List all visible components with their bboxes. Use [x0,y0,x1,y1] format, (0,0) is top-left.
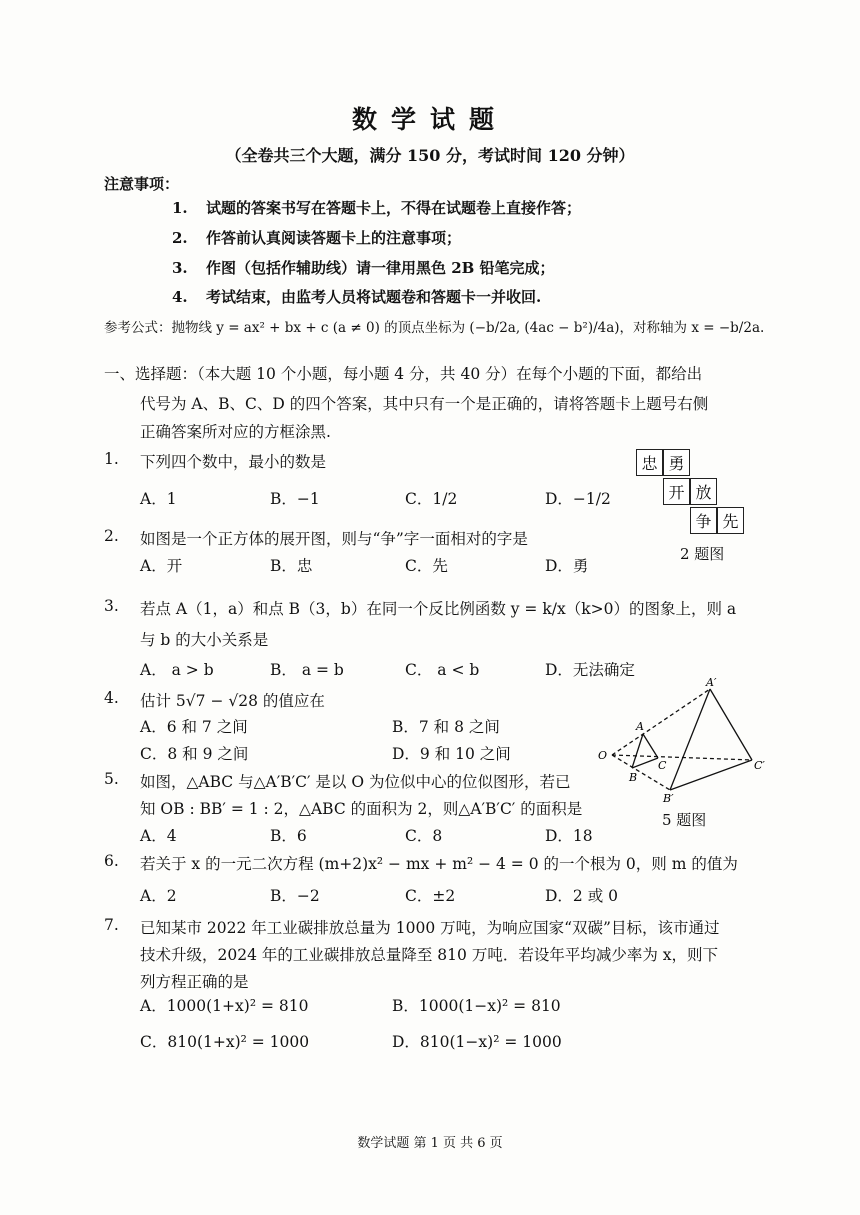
page-footer: 数学试题 第 1 页 共 6 页 [357,1136,503,1151]
option-c: C．810(1+x)² = 1000 [140,1033,310,1051]
question-number: 6. [104,852,119,870]
vertex-label: C′ [754,759,765,772]
option-d: D．−1/2 [545,490,611,508]
option-a: A．6 和 7 之间 [140,718,248,736]
option-a: A．4 [140,827,177,845]
option-b: B． a = b [270,661,344,679]
question-text: 如图，△ABC 与△A′B′C′ 是以 O 为位似中心的位似图形，若已 [140,773,571,791]
option-c: C．先 [405,557,448,575]
question-number: 3. [104,597,119,615]
page-title: 数学试题 [351,105,508,134]
note-item: 2. 作答前认真阅读答题卡上的注意事项； [172,229,462,247]
vertex-label: O [598,749,608,762]
vertex-label: A′ [706,676,717,689]
section-heading: 一、选择题：（本大题 10 个小题，每小题 4 分，共 40 分）在每个小题的下面，都给出 [104,365,703,383]
figure-2-caption: 2 题图 [680,545,725,563]
net-cell: 忠 [636,449,663,476]
section-instructions: 代号为 A、B、C、D 的四个答案，其中只有一个是正确的，请将答题卡上题号右侧 [140,395,709,413]
net-cell: 争 [690,507,717,534]
net-cell: 开 [663,478,690,505]
question-text: 已知某市 2022 年工业碳排放总量为 1000 万吨，为响应国家“双碳”目标，该市通过 [140,919,720,937]
question-number: 2. [104,527,119,545]
net-cell: 先 [717,507,744,534]
question-text: 若点 A（1，a）和点 B（3，b）在同一个反比例函数 y = k/x（k>0）的图象上，则 a [140,600,737,618]
option-c: C．8 和 9 之间 [140,745,249,763]
option-b: B．−1 [270,490,320,508]
question-number: 7. [104,916,119,934]
note-item: 3. 作图（包括作辅助线）请一律用黑色 2B 铅笔完成； [172,259,555,277]
option-c: C．1/2 [405,490,458,508]
question-text: 下列四个数中，最小的数是 [140,453,327,471]
question-number: 5. [104,770,119,788]
option-b: B．忠 [270,557,313,575]
question-text: 若关于 x 的一元二次方程 (m+2)x² − mx + m² − 4 = 0 的一个根为 0，则 m 的值为 [140,855,738,873]
option-d: D．勇 [545,557,589,575]
question-text-cont: 知 OB : BB′ = 1 : 2，△ABC 的面积为 2，则△A′B′C′ 的面积是 [140,800,583,818]
question-number: 1. [104,450,119,468]
question-text: 如图是一个正方体的展开图，则与“争”字一面相对的字是 [140,530,528,548]
question-text-cont: 技术升级，2024 年的工业碳排放总量降至 810 万吨．若设年平均减少率为 x，则下 [140,946,718,964]
option-a: A．1 [140,490,177,508]
option-b: B．1000(1−x)² = 810 [392,997,561,1015]
option-c: C．±2 [405,887,456,905]
reference-formula: 参考公式：抛物线 y = ax² + bx + c (a ≠ 0) 的顶点坐标为 (−b/2a, (4ac − b²)/4a)，对称轴为 x = −b/2a. [104,320,765,336]
question-text-cont: 与 b 的大小关系是 [140,631,269,649]
note-item: 1. 试题的答案书写在答题卡上，不得在试题卷上直接作答； [172,199,582,217]
vertex-label: B [629,771,638,784]
net-cell: 勇 [663,449,690,476]
vertex-label: A [636,720,644,733]
question-text-cont: 列方程正确的是 [140,973,249,991]
option-b: B．6 [270,827,307,845]
option-d: D．810(1−x)² = 1000 [392,1033,562,1051]
option-c: C． a < b [405,661,480,679]
option-a: A．2 [140,887,177,905]
option-a: A．1000(1+x)² = 810 [140,997,309,1015]
net-cell: 放 [690,478,717,505]
question-text: 估计 5√7 − √28 的值应在 [140,692,325,710]
vertex-label: C [658,759,667,772]
note-item: 4. 考试结束，由监考人员将试题卷和答题卡一并收回. [172,288,542,306]
figure-5-caption: 5 题图 [662,811,707,829]
option-a: A．开 [140,557,183,575]
notes-heading: 注意事项： [104,175,180,193]
option-d: D．2 或 0 [545,887,619,905]
option-d: D．无法确定 [545,661,635,679]
option-d: D．18 [545,827,593,845]
option-b: B．−2 [270,887,320,905]
exam-subtitle: （全卷共三个大题，满分 150 分，考试时间 120 分钟） [225,146,635,165]
option-d: D．9 和 10 之间 [392,745,511,763]
homothety-figure [590,675,790,810]
option-a: A． a > b [140,661,214,679]
vertex-label: B′ [663,792,674,805]
option-b: B．7 和 8 之间 [392,718,500,736]
question-number: 4. [104,689,119,707]
option-c: C．8 [405,827,443,845]
section-instructions: 正确答案所对应的方框涂黑. [140,423,331,441]
